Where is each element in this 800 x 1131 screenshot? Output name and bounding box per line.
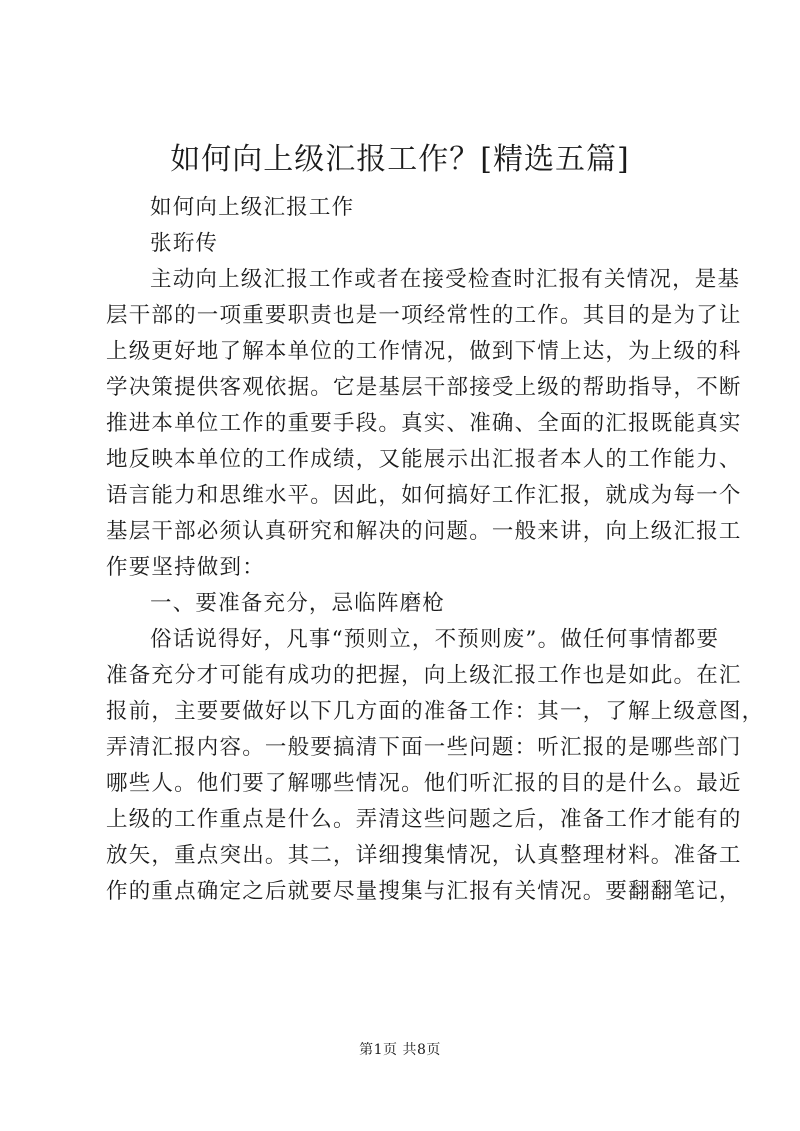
paragraph-line: 上级更好地了解本单位的工作情况，做到下情上达，为上级的科 (106, 339, 742, 364)
paragraph-line: 上级的工作重点是什么。弄清这些问题之后，准备工作才能有的 (106, 807, 742, 832)
paragraph-line: 放矢，重点突出。其二，详细搜集情况，认真整理材料。准备工 (106, 843, 742, 868)
paragraph-line: 推进本单位工作的重要手段。真实、准确、全面的汇报既能真实 (106, 411, 742, 436)
paragraph-line: 报前，主要要做好以下几方面的准备工作：其一，了解上级意图， (106, 699, 765, 724)
paragraph-line: 基层干部必须认真研究和解决的问题。一般来讲，向上级汇报工 (106, 519, 742, 544)
paragraph-line: 俗话说得好，凡事“预则立，不预则废”。做任何事情都要 (150, 627, 720, 652)
author-name: 张珩传 (150, 231, 219, 256)
paragraph-line: 主动向上级汇报工作或者在接受检查时汇报有关情况，是基 (150, 267, 741, 292)
paragraph-line: 弄清汇报内容。一般要搞清下面一些问题：听汇报的是哪些部门 (106, 735, 742, 760)
paragraph-line: 地反映本单位的工作成绩，又能展示出汇报者本人的工作能力、 (106, 447, 742, 472)
document-title: 如何向上级汇报工作？[精选五篇] (170, 142, 630, 177)
document-subtitle: 如何向上级汇报工作 (150, 195, 355, 220)
paragraph-line: 作要坚持做到： (106, 555, 265, 580)
document-body (106, 190, 765, 910)
paragraph-line: 语言能力和思维水平。因此，如何搞好工作汇报，就成为每一个 (106, 483, 742, 508)
paragraph-line: 作的重点确定之后就要尽量搜集与汇报有关情况。要翻翻笔记， (106, 879, 742, 904)
paragraph-line: 层干部的一项重要职责也是一项经常性的工作。其目的是为了让 (106, 303, 742, 328)
paragraph-line: 准备充分才可能有成功的把握，向上级汇报工作也是如此。在汇 (106, 663, 742, 688)
paragraph-line: 哪些人。他们要了解哪些情况。他们听汇报的目的是什么。最近 (106, 771, 742, 796)
section-heading: 一、要准备充分，忌临阵磨枪 (150, 591, 446, 616)
page-footer: 第1页 共8页 (359, 1042, 441, 1058)
paragraph-line: 学决策提供客观依据。它是基层干部接受上级的帮助指导，不断 (106, 375, 742, 400)
